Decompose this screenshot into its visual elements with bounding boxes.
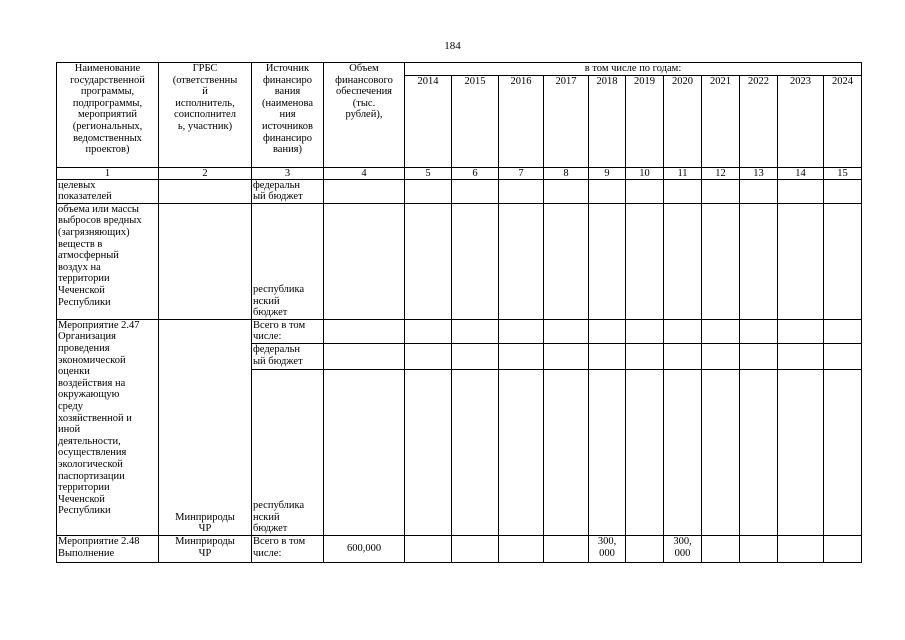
row-volume: 600,000 (324, 535, 405, 562)
row-grbs: Минприроды ЧР (159, 319, 252, 535)
row-name: Мероприятие 2.48 Выполнение (57, 535, 159, 562)
table-row (57, 535, 862, 562)
header-year: 2023 (778, 75, 824, 167)
header-volume: Объем финансового обеспечения (тыс. рублей), (324, 63, 405, 168)
row-source: республика нский бюджет (252, 369, 324, 535)
header-year: 2020 (664, 75, 702, 167)
row-value-2018: 300, 000 (589, 535, 626, 562)
header-grbs: ГРБС (ответственны й исполнитель, соисполнител ь, участник) (159, 63, 252, 168)
column-number: 14 (778, 167, 824, 179)
header-year: 2019 (626, 75, 664, 167)
row-name: целевых показателей (57, 179, 159, 203)
column-number: 10 (626, 167, 664, 179)
page-number: 184 (444, 40, 461, 52)
header-year: 2017 (544, 75, 589, 167)
financing-table (56, 62, 862, 563)
column-number: 8 (544, 167, 589, 179)
header-year: 2018 (589, 75, 626, 167)
header-year: 2024 (824, 75, 862, 167)
header-year: 2021 (702, 75, 740, 167)
column-number: 13 (740, 167, 778, 179)
column-number: 1 (57, 167, 159, 179)
header-year: 2016 (499, 75, 544, 167)
row-source: федеральн ый бюджет (252, 343, 324, 369)
row-source: Всего в том числе: (252, 535, 324, 562)
header-year: 2015 (452, 75, 499, 167)
row-name: объема или массы выбросов вредных (загрязняющих) веществ в атмосферный воздух на территории Чеченской Республики (57, 203, 159, 319)
column-number: 2 (159, 167, 252, 179)
row-grbs: Минприроды ЧР (159, 535, 252, 562)
column-number: 12 (702, 167, 740, 179)
header-program-name: Наименование государственной программы, подпрограммы, мероприятий (региональных, ведомственных проектов) (57, 63, 159, 168)
header-funding-source: Источник финансиро вания (наименова ния источников финансиро вания) (252, 63, 324, 168)
column-number: 4 (324, 167, 405, 179)
row-source: федеральн ый бюджет (252, 179, 324, 203)
row-value-2020: 300, 000 (664, 535, 702, 562)
table-row (57, 179, 862, 203)
header-year: 2022 (740, 75, 778, 167)
column-number: 6 (452, 167, 499, 179)
row-source: республика нский бюджет (252, 203, 324, 319)
column-number: 3 (252, 167, 324, 179)
column-number: 15 (824, 167, 862, 179)
column-number: 7 (499, 167, 544, 179)
column-number: 11 (664, 167, 702, 179)
header-year: 2014 (405, 75, 452, 167)
row-name: Мероприятие 2.47 Организация проведения экономической оценки воздействия на окружающую среду хозяйственной и иной деятельности, осуществления экологической паспортизации территории Чеченской Республики (57, 319, 159, 535)
table-row (57, 319, 862, 343)
row-source: Всего в том числе: (252, 319, 324, 343)
column-number: 9 (589, 167, 626, 179)
column-number: 5 (405, 167, 452, 179)
header-years-caption: в том числе по годам: (405, 63, 862, 76)
table-row (57, 203, 862, 319)
